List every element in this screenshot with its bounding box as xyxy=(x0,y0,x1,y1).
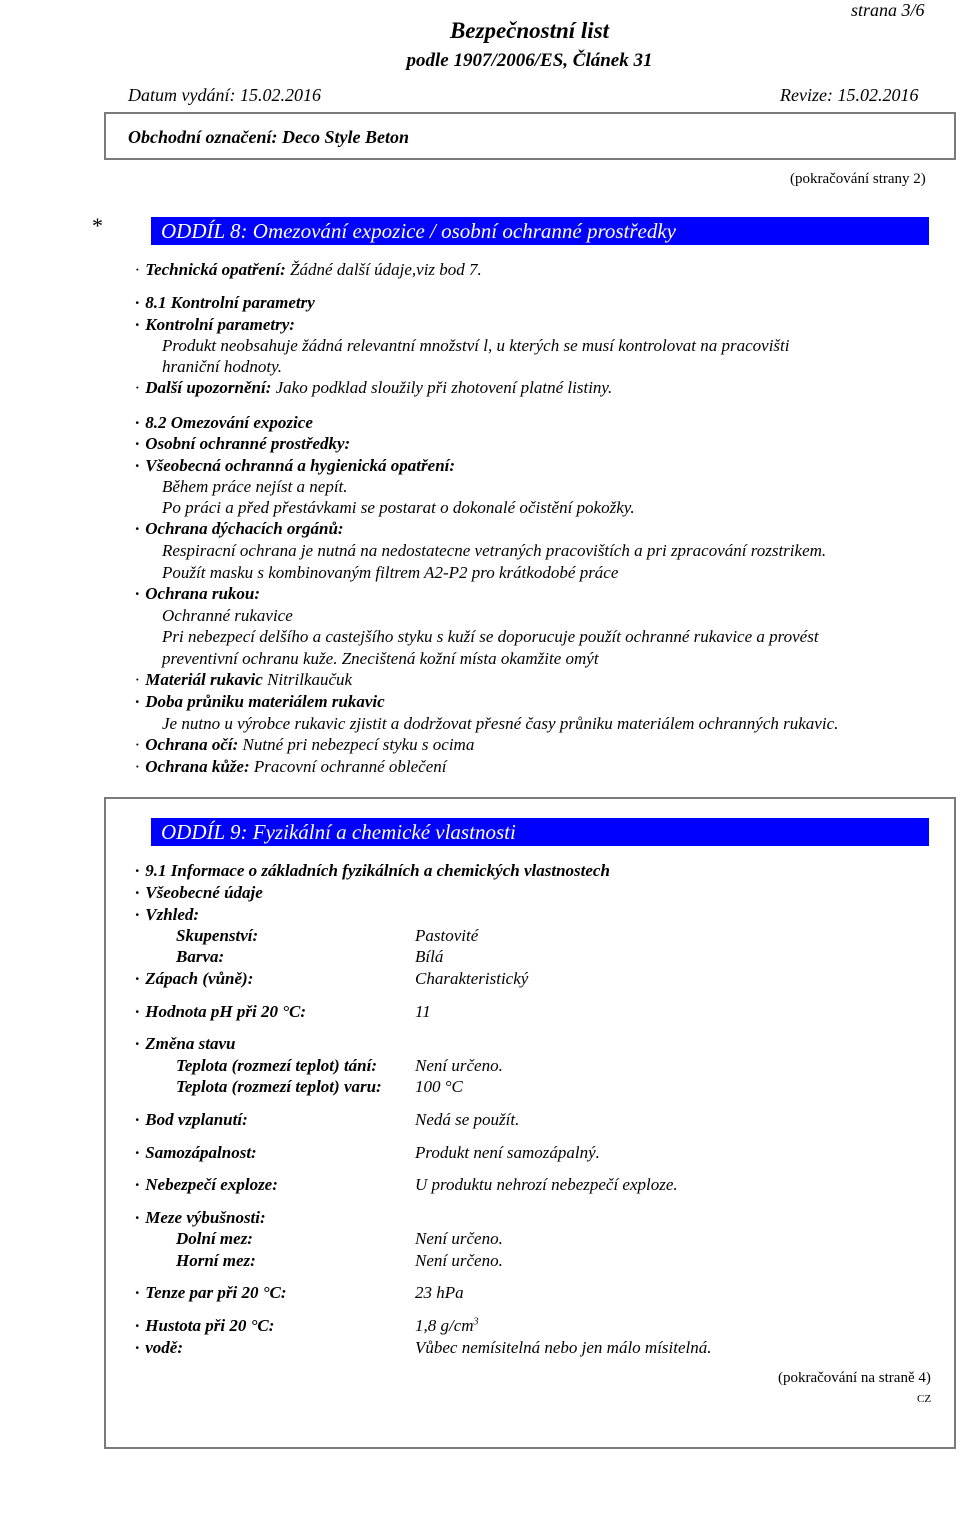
state-value: Pastovité xyxy=(415,926,479,945)
continuation-top: (pokračování strany 2) xyxy=(790,171,926,187)
melting-label: Teplota (rozmezí teplot) tání: xyxy=(176,1056,378,1075)
color-label: Barva: xyxy=(176,947,225,966)
ph-value: 11 xyxy=(415,1002,431,1021)
flash-point-label: · Bod vzplanutí: xyxy=(135,1109,248,1130)
general-hygiene-label: · Všeobecná ochranná a hygienická opatření: xyxy=(135,455,455,476)
page-number: strana 3/6 xyxy=(851,0,925,20)
upper-limit-value: Není určeno. xyxy=(415,1251,503,1270)
section9-heading: ODDÍL 9: Fyzikální a chemické vlastnosti xyxy=(151,818,929,846)
issue-date: Datum vydání: 15.02.2016 xyxy=(128,85,321,105)
additional-notes: · Další upozornění: Jako podklad sloužily při zhotovení platné listiny. xyxy=(135,377,612,398)
breakthrough-text: Je nutno u výrobce rukavic zjistit a dodržovat přesné časy průniku materiálem ochranných rukavic. xyxy=(162,714,839,733)
vapor-pressure-value: 23 hPa xyxy=(415,1283,464,1302)
eye-protection: · Ochrana očí: Nutné pri nebezpecí styku s ocima xyxy=(135,734,474,755)
ppe-label: · Osobní ochranné prostředky: xyxy=(135,433,350,454)
revision-asterisk: * xyxy=(92,213,103,238)
explosion-label: · Nebezpečí exploze: xyxy=(135,1174,278,1195)
respiratory-label: · Ochrana dýchacích orgánů: xyxy=(135,518,344,539)
control-parameters-label: · Kontrolní parametry: xyxy=(135,314,295,335)
revision-date: Revize: 15.02.2016 xyxy=(780,85,919,105)
melting-value: Není určeno. xyxy=(415,1056,503,1075)
subsection-8-2: · 8.2 Omezování expozice xyxy=(135,412,313,433)
document-title: Bezpečnostní list xyxy=(449,18,610,43)
appearance-label: · Vzhled: xyxy=(135,904,199,925)
hand-protection-1: Ochranné rukavice xyxy=(162,606,293,625)
general-info-label: · Všeobecné údaje xyxy=(135,882,263,903)
state-change-label: · Změna stavu xyxy=(135,1033,235,1054)
respiratory-2: Použít masku s kombinovaným filtrem A2-P2 pro krátkodobé práce xyxy=(162,563,619,582)
subsection-9-1: · 9.1 Informace o základních fyzikálních a chemických vlastnostech xyxy=(135,860,610,881)
lower-limit-label: Dolní mez: xyxy=(176,1229,253,1248)
subsection-8-1: · 8.1 Kontrolní parametry xyxy=(135,292,315,313)
odor-value: Charakteristický xyxy=(415,969,529,988)
lower-limit-value: Není určeno. xyxy=(415,1229,503,1248)
self-ignition-value: Produkt není samozápalný. xyxy=(415,1143,600,1162)
vapor-pressure-label: · Tenze par při 20 °C: xyxy=(135,1282,287,1303)
water-solubility-label: · vodě: xyxy=(135,1337,183,1358)
technical-measures: · Technická opatření: Žádné další údaje,viz bod 7. xyxy=(135,259,482,280)
document-subtitle: podle 1907/2006/ES, Článek 31 xyxy=(406,50,653,71)
glove-material: · Materiál rukavic Nitrilkaučuk xyxy=(135,669,352,690)
upper-limit-label: Horní mez: xyxy=(176,1251,256,1270)
water-solubility-value: Vůbec nemísitelná nebo jen málo mísitelná. xyxy=(415,1338,712,1357)
boiling-value: 100 °C xyxy=(415,1077,463,1096)
skin-protection: · Ochrana kůže: Pracovní ochranné oblečení xyxy=(135,756,446,777)
general-hygiene-2: Po práci a před přestávkami se postarat o dokonalé očistění pokožky. xyxy=(162,498,635,517)
ph-label: · Hodnota pH při 20 °C: xyxy=(135,1001,306,1022)
odor-label: · Zápach (vůně): xyxy=(135,968,253,989)
general-hygiene-1: Během práce nejíst a nepít. xyxy=(162,477,348,496)
explosion-limits-label: · Meze výbušnosti: xyxy=(135,1207,266,1228)
hand-protection-3: preventivní ochranu kuže. Znecištená kožní místa okamžite omýt xyxy=(162,649,599,668)
explosion-value: U produktu nehrozí nebezpečí exploze. xyxy=(415,1175,678,1194)
density-value: 1,8 $g/cm^3$ xyxy=(415,1316,479,1335)
density-label: · Hustota při 20 °C: xyxy=(135,1315,274,1336)
boiling-label: Teplota (rozmezí teplot) varu: xyxy=(176,1077,382,1096)
continuation-bottom: (pokračování na straně 4) xyxy=(778,1370,931,1386)
control-parameters-text-2: hraniční hodnoty. xyxy=(162,357,282,376)
hand-protection-label: · Ochrana rukou: xyxy=(135,583,260,604)
respiratory-1: Respiracní ochrana je nutná na nedostatecne vetraných pracovištích a pri zpracování rozstrikem. xyxy=(162,541,827,560)
self-ignition-label: · Samozápalnost: xyxy=(135,1142,257,1163)
hand-protection-2: Pri nebezpecí delšího a castejšího styku s kuží se doporucuje použít ochranné rukavice a provést xyxy=(162,627,819,646)
breakthrough-label: · Doba průniku materiálem rukavic xyxy=(135,691,385,712)
trade-name: Obchodní označení: Deco Style Beton xyxy=(128,127,409,147)
state-label: Skupenství: xyxy=(176,926,259,945)
color-value: Bílá xyxy=(415,947,444,966)
flash-point-value: Nedá se použít. xyxy=(415,1110,520,1129)
section8-heading: ODDÍL 8: Omezování expozice / osobní ochranné prostředky xyxy=(151,217,929,245)
language-code: CZ xyxy=(917,1393,932,1405)
control-parameters-text-1: Produkt neobsahuje žádná relevantní množství l, u kterých se musí kontrolovat na pracovišti xyxy=(162,336,790,355)
